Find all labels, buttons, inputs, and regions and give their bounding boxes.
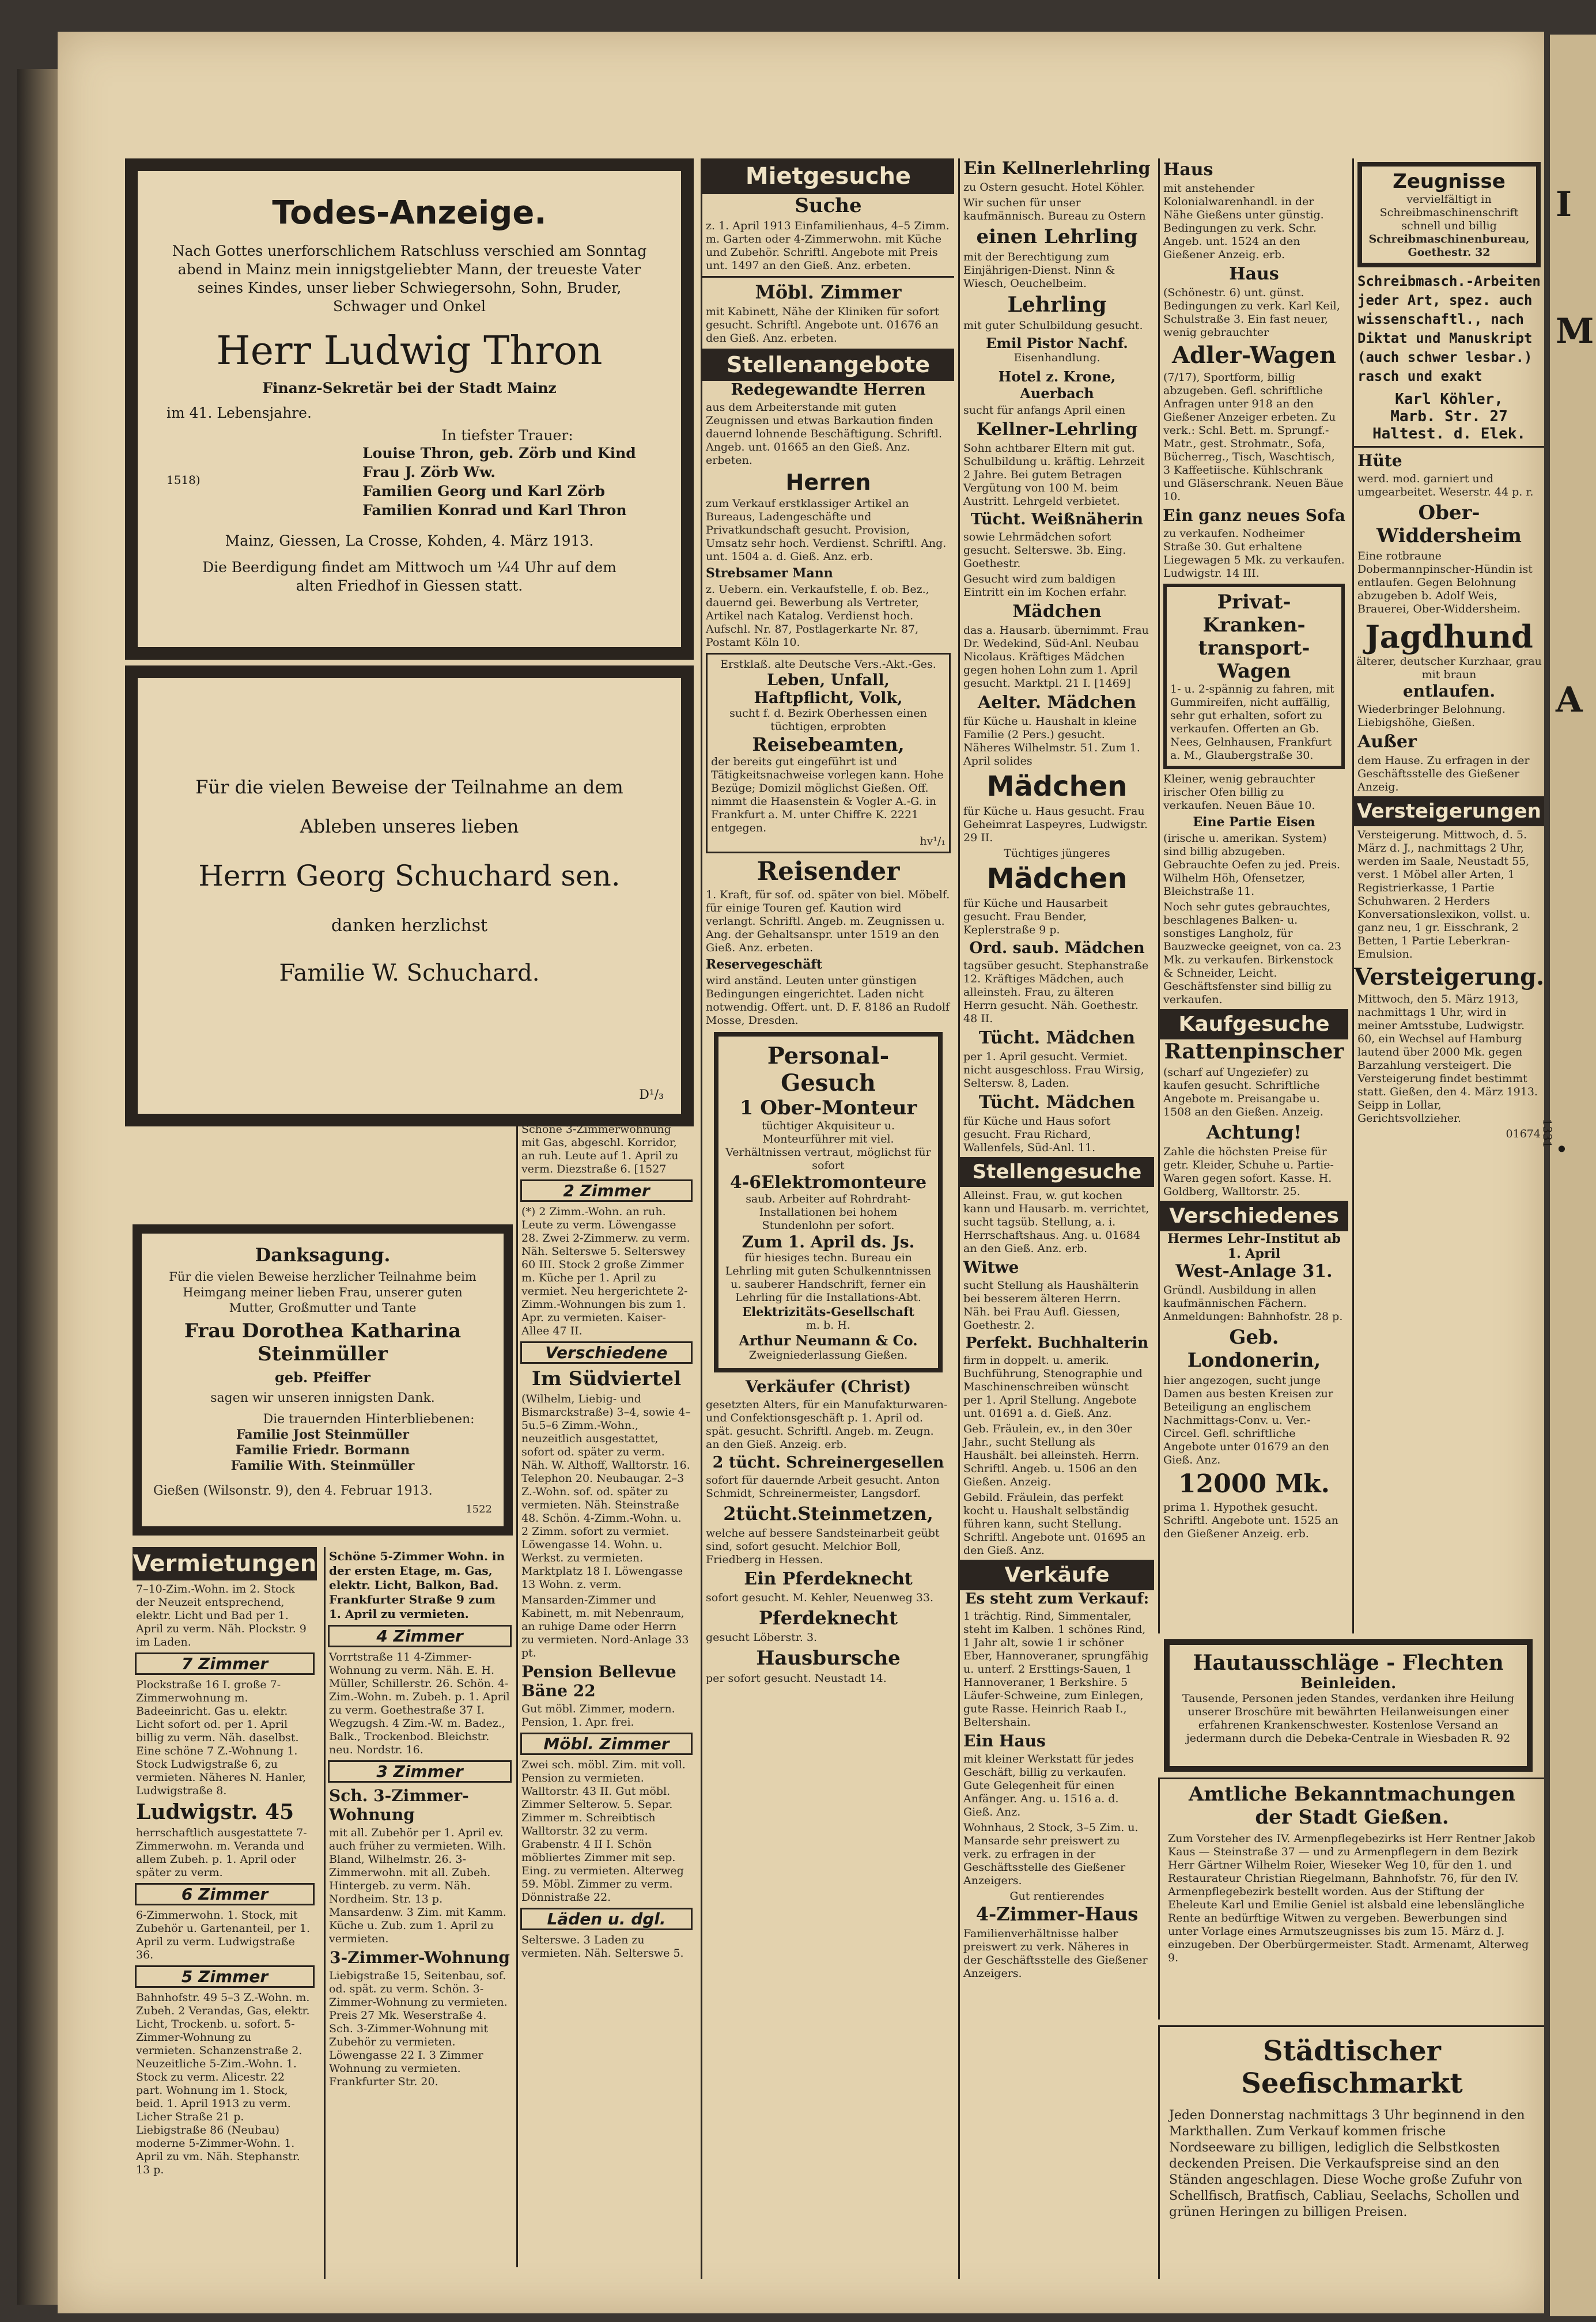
col-d-ads-12: per 1. April gesucht. Vermiet. nicht ausgeschloss. Frau Wirsig, Seltersw. 8, Laden. bbox=[963, 1050, 1144, 1090]
stellen-ads-10: gesucht Löberstr. 3. bbox=[706, 1631, 818, 1644]
stellen-ads-1: aus dem Arbeiterstande mit guten Zeugnissen und etwas Barkaution finden dauernd lohnende Beschäftigung. Schriftl. Angeb. unt. 01665 an den Gieß. Anz. erbeten. bbox=[706, 401, 943, 467]
label-2-zimmer-mid: 2 Zimmer bbox=[520, 1179, 693, 1202]
haut-title: Hautausschläge - Flechten bbox=[1193, 1651, 1504, 1675]
label-6-zimmer: 6 Zimmer bbox=[135, 1883, 315, 1905]
col-f-vers-1: Versteigerung. Mittwoch, d. 5. März d. J., nachmittags 2 Uhr, werden im Saale, Neustadt 55, verst. 1 Möbel aller Arten, 1 Registrierkasse, 1 Partie Schuhwaren. 2 Herders Konversationslexikon, vollst. u. ganz neu, 1 gr. Eisschrank, 2 Betten, 1 Partie Leberkran-Emulsion. bbox=[1357, 829, 1531, 960]
danksagung-thanks: sagen wir unseren innigsten Dank. bbox=[210, 1391, 435, 1405]
mietgesuche-moebl-ads: mit Kabinett, Nähe der Kliniken für sofort gesucht. Schriftl. Angebote unt. 01676 an den Gieß. Anz. erbeten. bbox=[706, 305, 939, 345]
schuchard-line3: danken herzlichst bbox=[331, 916, 488, 936]
danksagung-intro: Für die vielen Beweise herzlicher Teilnahme beim Heimgang meiner lieben Frau, unserer guten Mutter, Großmutter und Tante bbox=[169, 1270, 476, 1315]
verschiedenes-header: Verschiedenes bbox=[1160, 1201, 1348, 1231]
col-d-ads-2: mit der Berechtigung zum Einjährigen-Dienst. Ninn & Wiesch, Oeuchelbeim. bbox=[963, 251, 1115, 290]
col-d-ads-7: das a. Hausarb. übernimmt. Frau Dr. Wedekind, Süd-Anl. Neubau Nicolaus. Kräftiges Mädchen gegen hohen Lohn zum 1. April gesucht. Marktpl. 21 I. [1469] bbox=[963, 624, 1149, 690]
vermiet-710-ad: 7–10-Zim.-Wohn. im 2. Stock der Neuzeit entsprechend, elektr. Licht und Bad per 1. April zu verm. Näh. Plockstr. 9 im Laden. bbox=[136, 1583, 307, 1648]
pg-firm-2: m. b. H. bbox=[806, 1319, 850, 1332]
mietgesuche-suche-ads: z. 1. April 1913 Einfamilienhaus, 4–5 Zimm. m. Garten oder 4-Zimmerwohn. mit Küche und Zubehör. Schriftl. Angebote mit Preis unt. 1497 an den Gieß. Anz. erbeten. bbox=[706, 220, 950, 272]
col-d-ads-11: tagsüber gesucht. Stephanstraße 12. Kräftiges Mädchen, auch alleinsteh. Frau, zu älteren Herrn gesucht. Näh. Goethestr. 48 II. bbox=[963, 959, 1149, 1025]
heading-3-zimmer-wohnung: Sch. 3-Zimmer-Wohnung bbox=[329, 1786, 469, 1824]
heading-herren: Herren bbox=[785, 470, 871, 495]
mid-bellevue-ads: Gut möbl. Zimmer, modern. Pension, 1. Apr. frei. bbox=[521, 1703, 675, 1729]
heading-achtung: Achtung! bbox=[1206, 1121, 1302, 1143]
wohnungen-column bbox=[324, 1547, 514, 2279]
kranken-transport-box bbox=[1163, 584, 1345, 769]
heading-reisebeamten: Reisebeamten, bbox=[752, 733, 905, 755]
col-d-ads-16b: Geb. Fräulein, ev., in den 30er Jahr., sucht Stellung als Haushält. bei alleinsteh. Herrn. Schriftl. Angeb. u. 1506 an den Gießen. Anzeig. bbox=[963, 1423, 1140, 1488]
pg-title: Personal-Gesuch bbox=[767, 1042, 890, 1096]
pg-firm: Elektrizitäts-Gesellschaft bbox=[742, 1304, 914, 1319]
heading-jagdhund: Jagdhund bbox=[1365, 618, 1533, 655]
mid-top-text: Schöne 3-Zimmerwohnung mit Gas, abgeschl. Korridor, an ruh. Leute auf 1. April zu verm. Diezstraße 6. [1527 bbox=[521, 1123, 679, 1175]
danksagung-name: Frau Dorothea Katharina Steinmüller bbox=[184, 1319, 462, 1366]
col-e-ads-13: hier angezogen, sucht junge Damen aus besten Kreisen zur Beteiligung an englischem Nachmittags-Conv. u. Ver.-Circel. Gefl. schriftliche Angebote unter 01679 an den Gieß. Anz. bbox=[1163, 1374, 1333, 1466]
heading-rattenpinscher: Rattenpinscher bbox=[1164, 1039, 1344, 1064]
vermietungen-header: Vermietungen bbox=[133, 1547, 317, 1580]
box-line-2: Haftpflicht, Volk, bbox=[754, 689, 903, 707]
todes-place-date: Mainz, Giessen, La Crosse, Kohden, 4. März 1913. bbox=[225, 532, 594, 549]
col-e-ads-7: (irische u. amerikan. System) sind billig abzugeben. Gebrauchte Oefen zu jed. Preis. Wilhelm Höh, Ofensetzer, Bleichstraße 11. bbox=[1163, 832, 1341, 898]
vermiet-5-ads: Bahnhofstr. 49 5–3 Z.-Wohn. m. Zubeh. 2 Verandas, Gas, elektr. Licht, Trockenb. u. sofort. 5-Zimmer-Wohnung zu vermieten. Schanzenstraße 2. Neuzeitliche 5-Zim.-Wohn. 1. Stock zu verm. Alicestr. 22 part. Wohnung im 1. Stock, beid. 1. April 1913 zu verm. Licher Straße 21 p. Liebigstraße 86 (Neubau) moderne 5-Zimmer-Wohn. 1. April zu vm. Näh. Stephanstr. 13 p. bbox=[136, 1991, 310, 2176]
stellenangebote-header: Stellenangebote bbox=[702, 349, 954, 381]
heading-hotel-krone: Hotel z. Krone, Auerbach bbox=[998, 368, 1116, 402]
col-e-ads-12: Gründl. Ausbildung in allen kaufmännischen Fächern. Anmeldungen: Bahnhofstr. 28 p. bbox=[1163, 1284, 1343, 1323]
vermiet-ludwig-ads: herrschaftlich ausgestattete 7-Zimmerwohn. m. Veranda und allem Zubeh. p. 1. April oder später zu verm. bbox=[136, 1826, 307, 1879]
verkaeufe-header: Verkäufe bbox=[960, 1560, 1154, 1590]
heading-strebsamer: Strebsamer Mann bbox=[706, 566, 833, 581]
todes-age: im 41. Lebensjahre. bbox=[167, 404, 312, 421]
label-4-zimmer: 4 Zimmer bbox=[328, 1625, 512, 1647]
heading-bellevue: Pension Bellevue Bäne 22 bbox=[521, 1662, 676, 1700]
todes-burial: Die Beerdigung findet am Mittwoch um ¼4 Uhr auf dem alten Friedhof in Giessen statt. bbox=[202, 559, 617, 594]
heading-3-zimmer-wohnung-b: 3-Zimmer-Wohnung bbox=[330, 1948, 510, 1967]
pg-branch: Zweigniederlassung Gießen. bbox=[748, 1349, 908, 1362]
col-e-ads-3: (7/17), Sportform, billig abzugeben. Gefl. schriftliche Anfragen unter 918 an den Gießener Anzeiger erbeten. Zu verk.: Schl. Bett. m. Sprungf.-Matr., gest. Strohmatr., Sofa, Bücherreg., Tisch, Waschtisch, 3 Kaffeetiische. Kühlschrank und Gläserschrank. Neuen Bäue 10. bbox=[1163, 371, 1344, 503]
todes-mourner-4: Familien Konrad und Karl Thron bbox=[362, 502, 627, 519]
heading-haus-1: Haus bbox=[1163, 160, 1213, 180]
seefisch-title: Städtischer Seefischmarkt bbox=[1241, 2035, 1463, 2100]
danksagung-family-1: Familie Jost Steinmüller bbox=[236, 1427, 409, 1442]
heading-4-zimmer-haus: 4-Zimmer-Haus bbox=[975, 1903, 1139, 1925]
todes-name: Herr Ludwig Thron bbox=[216, 328, 603, 374]
heading-maedchen-1: Mädchen bbox=[1012, 602, 1102, 622]
schreib-title: Schreibmasch.-Arbeiten jeder Art, spez. auch wissenschaftl., nach Diktat und Manuskript (auch schwer lesbar.) rasch und exakt bbox=[1357, 273, 1541, 384]
pg-text-2: saub. Arbeiter auf Rohrdraht-Installationen bei hohem Stundenlohn per sofort. bbox=[746, 1193, 911, 1232]
label-verschiedene: Verschiedene bbox=[520, 1341, 693, 1364]
haut-sub: Beinleiden. bbox=[1300, 1675, 1397, 1692]
stellen-ads-7: sofort für dauernde Arbeit gesucht. Anton Schmidt, Schreinermeister, Langsdorf. bbox=[706, 1474, 940, 1500]
col-d-ads-1b: Wir suchen für unser kaufmännisch. Bureau zu Ostern bbox=[963, 196, 1146, 222]
col-f-ober-text: Eine rotbraune Dobermannpinscher-Hündin ist entlaufen. Gegen Belohnung abzugeben b. Adolf Weis, Brauerei, Ober-Widdersheim. bbox=[1357, 550, 1533, 615]
heading-steinmetzen: 2tücht.Steinmetzen, bbox=[723, 1503, 933, 1525]
verkaeufe-column bbox=[1158, 158, 1348, 1633]
stellen-ads-8: welche auf bessere Sandsteinarbeit geübt sind, sofort gesucht. Melchior Boll, Friedberg in Hessen. bbox=[706, 1527, 940, 1566]
heading-witwe: Witwe bbox=[963, 1258, 1019, 1277]
heading-ludwigstr-45: Ludwigstr. 45 bbox=[136, 1800, 294, 1824]
schuchard-anzeige bbox=[125, 665, 694, 1126]
schuchard-name: Herrn Georg Schuchard sen. bbox=[198, 859, 621, 893]
col-b-3-ads: mit all. Zubehör per 1. April ev. auch früher zu vermieten. Wilh. Bland, Wilhelmstr. 26. 3-Zimmerwohn. mit all. Zubeh. Hintergeb. zu verm. Näh. Nordheim. Str. 13 p. Mansardenw. 3 Zim. mit Kamm. Küche u. Zub. zum 1. April zu vermieten. bbox=[329, 1826, 506, 1945]
label-7-zimmer: 7 Zimmer bbox=[135, 1652, 315, 1675]
col-d-ads-9: für Küche u. Haus gesucht. Frau Geheimrat Laspeyres, Ludwigstr. 29 II. bbox=[963, 805, 1148, 844]
stellen-ads-11: per sofort gesucht. Neustadt 14. bbox=[706, 1672, 887, 1685]
pg-text: tüchtiger Akquisiteur u. Monteurführer mit viel. Verhältnissen vertraut, möglichst für sofort bbox=[725, 1120, 931, 1172]
mid-laden-ads: Selterswe. 3 Laden zu vermieten. Näh. Selterswe 5. bbox=[521, 1934, 684, 1960]
heading-ord-maedchen: Ord. saub. Mädchen bbox=[969, 939, 1145, 957]
heading-west-anlage: West-Anlage 31. bbox=[1175, 1261, 1333, 1281]
heading-verkaeufer: Verkäufer (Christ) bbox=[745, 1377, 912, 1396]
vermietungen-column bbox=[133, 1547, 317, 2279]
heading-gut-rentierendes: Gut rentierendes bbox=[1009, 1890, 1105, 1903]
col-d-ads-6b: Gesucht wird zum baldigen Eintritt ein im Kochen erfahr. bbox=[963, 573, 1127, 599]
heading-pferdeknecht-2: Pferdeknecht bbox=[758, 1607, 898, 1629]
vermiet-6-ads: 6-Zimmerwohn. 1. Stock, mit Zubehör u. Gartenanteil, per 1. April zu verm. Ludwigstraße 36. bbox=[136, 1909, 310, 1961]
seefischmarkt bbox=[1158, 2025, 1544, 2279]
schreib-stop: Haltest. d. Elek. bbox=[1372, 425, 1526, 443]
todes-mourner-2: Frau J. Zörb Ww. bbox=[362, 464, 496, 481]
heading-aelter-maedchen: Aelter. Mädchen bbox=[977, 693, 1137, 713]
zeugnisse-text: vervielfältigt in Schreibmaschinenschrift schnell und billig bbox=[1379, 193, 1519, 232]
newspaper-page bbox=[58, 32, 1555, 2313]
stellengesuche-header: Stellengesuche bbox=[960, 1157, 1154, 1187]
heading-reservegeschaeft: Reservegeschäft bbox=[706, 957, 823, 972]
box-code: hv¹/₁ bbox=[920, 835, 946, 848]
heading-suche: Suche bbox=[795, 194, 862, 217]
col-e-ads-2: (Schönestr. 6) unt. günst. Bedingungen zu verk. Karl Keil, Schulstraße 3. Ein fast neuer, wenig gebrauchter bbox=[1163, 286, 1340, 339]
heading-maedchen-2: Mädchen bbox=[986, 770, 1128, 803]
schreib-addr: Marb. Str. 27 bbox=[1390, 408, 1508, 425]
heading-maedchen-3: Mädchen bbox=[986, 863, 1128, 895]
heading-kranken-transport: Privat-Kranken-transport-Wagen bbox=[1198, 591, 1310, 683]
box-text-2: der bereits gut eingeführt ist und Tätigkeitsnachweise vorlegen kann. Hohe Bezüge; Domizil möglichst Gießen. Off. nimmt die Haasenstein & Vogler A.-G. in Frankfurt a. M. unter Chiffre K. 2221 entgegen. bbox=[711, 755, 944, 834]
danksagung bbox=[133, 1224, 513, 1536]
heading-huete: Hüte bbox=[1357, 451, 1402, 470]
heading-neues-sofa: Ein ganz neues Sofa bbox=[1163, 506, 1345, 525]
seefisch-text: Jeden Donnerstag nachmittags 3 Uhr beginnend in den Markthallen. Zum Verkauf kommen frische Nordseeware zu billigen, lediglich die Selbstkosten deckenden Preisen. Die Verkaufspreise sind an den Ständen angeschlagen. Diese Woche große Zufuhr von Schellfisch, Bratfisch, Cabliau, Seelachs, Schollen und grünen Heringen zu billigen Preisen. bbox=[1169, 2108, 1525, 2219]
box-text: sucht f. d. Bezirk Oberhessen einen tüchtigen, erprobten bbox=[729, 707, 927, 733]
col-d-ads-8: für Küche u. Haushalt in kleine Familie (2 Pers.) gesucht. Näheres Wilhelmstr. 51. Zum 1. April solides bbox=[963, 715, 1140, 767]
heading-weissnaeherin: Tücht. Weißnäherin bbox=[970, 510, 1144, 528]
schuchard-code: D¹/₃ bbox=[639, 1088, 664, 1102]
danksagung-date: Gießen (Wilsonstr. 9), den 4. Februar 1913. bbox=[153, 1484, 433, 1498]
schuchard-line2: Ableben unseres lieben bbox=[300, 815, 519, 837]
schuchard-family: Familie W. Schuchard. bbox=[279, 960, 540, 986]
col-e-ads-8: Noch sehr gutes gebrauchtes, beschlagenes Balken- u. sonstiges Langholz, für Bauzwecke geeignet, von ca. 23 Mk. zu verkaufen. Birkenstock & Schneider, Leicht. Geschäftsfenster sind billig zu verkaufen. bbox=[1163, 901, 1342, 1006]
col-e-ads-4: zu verkaufen. Nodheimer Straße 30. Gut erhaltene Liegewagen 5 Mk. zu verkaufen. Ludwigstr. 14 III. bbox=[1163, 527, 1345, 580]
dienstleistungen-column bbox=[1352, 158, 1544, 1633]
mid-moebl-ads: Zwei sch. möbl. Zim. mit voll. Pension zu vermieten. Walltorstr. 43 II. Gut möbl. Zimmer Selterow. 5. Separ. Zimmer m. Schreibtisch Walltorstr. 32 zu verm. Grabenstr. 4 II I. Schön möbliertes Zimmer mit sep. Eing. zu vermieten. Alterweg 59. Möbl. Zimmer zu verm. Dönnistraße 22. bbox=[521, 1758, 686, 1904]
zeugnisse-title: Zeugnisse bbox=[1393, 170, 1506, 193]
danksagung-lead: Die trauernden Hinterbliebenen: bbox=[263, 1412, 475, 1427]
todes-mourn-lead: In tiefster Trauer: bbox=[441, 427, 573, 444]
heading-12000-mk: 12000 Mk. bbox=[1178, 1469, 1330, 1499]
danksagung-title: Danksagung. bbox=[255, 1244, 391, 1266]
pg-elektromonteure: 4-6Elektromonteure bbox=[729, 1173, 927, 1193]
col-f-vers-code: 01674 bbox=[1506, 1128, 1541, 1140]
hautausschlaege-box bbox=[1164, 1639, 1533, 1772]
todes-anzeige bbox=[125, 158, 694, 660]
heading-reisender: Reisender bbox=[757, 857, 900, 886]
heading-tuecht-maedchen-1: Tücht. Mädchen bbox=[978, 1028, 1136, 1048]
book-spine bbox=[17, 69, 58, 2305]
pg-owner: Arthur Neumann & Co. bbox=[739, 1332, 918, 1349]
todes-role: Finanz-Sekretär bei der Stadt Mainz bbox=[262, 380, 557, 396]
col-d-ads-6: sowie Lehrmädchen sofort gesucht. Selterswe. 3b. Eing. Goethestr. bbox=[963, 531, 1126, 570]
pg-text-3: für hiesiges techn. Bureau ein Lehrling mit guten Schulkenntnissen u. sauberer Handschrift, ferner ein Lehrling für die Installations-Abt. bbox=[725, 1251, 932, 1304]
heading-redegewandte: Redegewandte Herren bbox=[731, 381, 926, 399]
col-e-ads-6: Kleiner, wenig gebrauchter irischer Ofen billig zu verkaufen. Neuen Bäue 10. bbox=[1163, 773, 1315, 812]
col-d-ads-5: Sohn achtbarer Eltern mit gut. Schulbildung u. kräftig. Lehrzeit 2 Jahre. Bei gutem Betragen Vergütung von 100 M. beim Austritt. Lehrgeld verbietet. bbox=[963, 442, 1145, 508]
heading-ein-haus: Ein Haus bbox=[963, 1731, 1046, 1750]
col-d-ads-18b: Wohnhaus, 2 Stock, 3–5 Zim. u. Mansarde sehr preiswert zu verk. zu erfragen in der Geschäftsstelle des Gießener Anzeigers. bbox=[963, 1821, 1139, 1887]
mid-2z-ads: (*) 2 Zimm.-Wohn. an ruh. Leute zu verm. Löwengasse 28. Zwei 2-Zimmerw. zu verm. Näh. Selterswe 5. Selterswey 60 III. Stock 2 große Zimmer m. Küche per 1. April zu vermiet. Neu hergerichtete 2-Zimm.-Wohnungen bis zum 1. Apr. zu vermieten. Kaiser-Allee 47 II. bbox=[521, 1205, 690, 1337]
col-d-ads-14: Alleinst. Frau, w. gut kochen kann und Hausarb. m. verrichtet, sucht tagsüb. Stellung, a. i. Herrschaftshaus. Ang. u. 01684 an den Gieß. Anz. erb. bbox=[963, 1189, 1149, 1255]
heading-lehrling: Lehrling bbox=[1007, 293, 1107, 317]
heading-londonerin: Geb. Londonerin, bbox=[1187, 1326, 1321, 1372]
versteigerungen-header: Versteigerungen bbox=[1354, 796, 1544, 826]
col-d-ads-13: für Küche und Haus sofort gesucht. Frau Richard, Wallenfels, Süd-Anl. 11. bbox=[963, 1115, 1111, 1154]
col-e-ads-9: (scharf auf Ungeziefer) zu kaufen gesucht. Schriftliche Angebote m. Preisangabe u. 1508 an den Gießen. Anzeig. bbox=[1163, 1066, 1323, 1118]
heading-ober-widdersheim: Ober-Widdersheim bbox=[1376, 501, 1522, 547]
box-line-1: Leben, Unfall, bbox=[767, 671, 890, 689]
col-d-ads-20: Familienverhältnisse halber preiswert zu verk. Näheres in der Geschäftsstelle des Gießener Anzeigers. bbox=[963, 1927, 1148, 1980]
maedchen-column bbox=[958, 158, 1154, 2279]
col-e-ads-1: mit anstehender Kolonialwarenhandl. in der Nähe Gießens unter günstig. Bedingungen zu verk. Schr. Angeb. unt. 1524 an den Gießener Anzeig. erb. bbox=[1163, 182, 1324, 261]
col-d-ads-15: sucht Stellung als Haushälterin bei besserem älteren Herrn. Näh. bei Frau Aufl. Giessen, Goethestr. 2. bbox=[963, 1279, 1139, 1332]
heading-kellner-lehrling: Kellner-Lehrling bbox=[976, 419, 1138, 440]
danksagung-family-2: Familie Friedr. Bormann bbox=[235, 1443, 410, 1458]
stellen-column bbox=[701, 158, 954, 2279]
col-d-ads-16: firm in doppelt. u. amerik. Buchführung, Stenographie und Maschinenschreiben wünscht per 1. April Stellung. Angebote unt. 01691 a. d. Gieß. Anz. bbox=[963, 1354, 1143, 1420]
label-3-zimmer: 3 Zimmer bbox=[328, 1760, 512, 1783]
kaufgesuche-header: Kaufgesuche bbox=[1160, 1009, 1348, 1039]
col-f-jagd-text-2: Wiederbringer Belohnung. Liebigshöhe, Gießen. bbox=[1357, 703, 1506, 729]
col-b-3b-ads: Liebigstraße 15, Seitenbau, sof. od. spät. zu verm. Schön. 3-Zimmer-Wohnung zu vermieten. Preis 27 Mk. Weserstraße 4. Sch. 3-Zimmer-Wohnung mit Zubehör zu vermieten. Löwengasse 22 I. 3 Zimmer Wohnung zu vermieten. Frankfurter Str. 20. bbox=[329, 1969, 508, 2088]
heading-suedviertel: Im Südviertel bbox=[531, 1367, 682, 1390]
col-f-jagd-text: älterer, deutscher Kurzhaar, grau mit braun bbox=[1356, 655, 1542, 681]
col-d-ads-16c: Gebild. Fräulein, das perfekt kocht u. Haushalt selbständig führen kann, sucht Stellung. Schriftl. Angebote unt. 01695 an den Gieß. Anz. bbox=[963, 1491, 1145, 1557]
col-f-vers-2: Mittwoch, den 5. März 1913, nachmittags 1 Uhr, wird in meiner Amtsstube, Ludwigstr. 60, ein Wechsel auf Hamburg lautend über 2000 Mk. gegen Barzahlung versteigert. Die Versteigerung findet bestimmt statt. Gießen, den 4. März 1913. Seipp in Lollar, Gerichtsvollzieher. bbox=[1357, 993, 1538, 1125]
heading-partie-eisen: Eine Partie Eisen bbox=[1193, 815, 1315, 830]
heading-einen-lehrling: einen Lehrling bbox=[976, 225, 1138, 248]
col-e-ads-10: Zahle die höchsten Preise für getr. Kleider, Schuhe u. Partie-Waren gegen sofort. Kasse. H. Goldberg, Walltorstr. 25. bbox=[1163, 1145, 1334, 1198]
heading-hausbursche: Hausbursche bbox=[756, 1647, 901, 1670]
heading-pferdeknecht-1: Ein Pferdeknecht bbox=[744, 1569, 913, 1589]
heading-haus-2: Haus bbox=[1229, 264, 1279, 284]
pg-april: Zum 1. April ds. Js. bbox=[742, 1232, 915, 1251]
col-b-top-heading: Schöne 5-Zimmer Wohn. in der ersten Etage, m. Gas, elektr. Licht, Balkon, Bad. Frankfurter Straße 9 zum 1. April zu vermieten. bbox=[329, 1549, 505, 1621]
box-head: Erstklaß. alte Deutsche Vers.-Akt.-Ges. bbox=[720, 658, 936, 671]
col-d-ads-3: mit guter Schulbildung gesucht. bbox=[963, 319, 1143, 332]
todes-code: 1518) bbox=[167, 473, 201, 487]
col-d-ads-10: für Küche und Hausarbeit gesucht. Frau Bender, Keplerstraße 9 p. bbox=[963, 897, 1108, 936]
danksagung-family-3: Familie With. Steinmüller bbox=[230, 1458, 415, 1473]
mid-column bbox=[516, 1121, 695, 2267]
heading-adler-wagen: Adler-Wagen bbox=[1172, 342, 1336, 369]
col-e-ads-14: prima 1. Hypothek gesucht. Schriftl. Angebote unt. 1525 an den Gießener Anzeig. erb. bbox=[1163, 1501, 1338, 1540]
haut-text: Tausende, Personen jeden Standes, verdanken ihre Heilung unserer Broschüre mit bewährten Heilanweisungen einer erfahrenen Krankenschwester. Kostenlose Versand an jedermann durch die Debeka-Centrale in Wiesbaden R. 92 bbox=[1182, 1692, 1515, 1745]
col-b-4-ads: Vorrtstraße 11 4-Zimmer-Wohnung zu verm. Näh. E. H. Müller, Schillerstr. 26. Schön. 4-Zim.-Wohn. m. Zubeh. p. 1. April zu verm. Goethestraße 37 I. Wegzugsh. 4 Zim.-W. m. Badez., Balk., Trockenbod. Bleichstr. neu. Nordstr. 16. bbox=[329, 1651, 510, 1756]
margin-code: 1331 bbox=[1540, 1118, 1555, 1148]
col-d-ads-1: zu Ostern gesucht. Hotel Köhler. bbox=[963, 181, 1145, 194]
col-d-ads-4: sucht für anfangs April einen bbox=[963, 404, 1126, 417]
todes-mourner-1: Louise Thron, geb. Zörb und Kind bbox=[362, 445, 636, 462]
col-d-ads-9b: Tüchtiges jüngeres bbox=[1004, 847, 1110, 860]
stellen-ads-6: gesetzten Alters, für ein Manufakturwaren- und Confektionsgeschäft p. 1. April od. spät. gesucht. Schriftl. Angeb. m. Zeugn. an den Gieß. Anzeig. erb. bbox=[706, 1398, 948, 1451]
col-f-jagd-lost: entlaufen. bbox=[1402, 682, 1496, 701]
stellen-ads-2: zum Verkauf erstklassiger Artikel an Bureaus, Ladengeschäfte und Privatkundschaft gesucht. Provision, Umsatz sehr hoch. Verdienst. Schriftl. Ang. unt. 1504 a. d. Gieß. Anz. erb. bbox=[706, 497, 947, 563]
mid-more-ads: Mansarden-Zimmer und Kabinett, m. mit Nebenraum, an ruhige Dame oder Herrn zu vermieten. Nord-Anlage 33 pt. bbox=[521, 1594, 689, 1659]
heading-ausser: Außer bbox=[1357, 732, 1417, 752]
col-d-firm-3b: Eisenhandlung. bbox=[1013, 351, 1100, 364]
heading-schreinergesellen: 2 tücht. Schreinergesellen bbox=[712, 1454, 944, 1472]
mietgesuche-header: Mietgesuche bbox=[702, 158, 954, 194]
col-e-ads-5: 1- u. 2-spännig zu fahren, mit Gummireifen, nicht auffällig, sehr gut erhalten, sofort zu verkaufen. Offerten an Gb. Nees, Gelnhausen, Frankfurt a. M., Glaubergstraße 30. bbox=[1170, 683, 1334, 762]
heading-kellnerlehrling: Ein Kellnerlehrling bbox=[963, 158, 1151, 179]
label-5-zimmer: 5 Zimmer bbox=[135, 1965, 315, 1988]
heading-tuecht-maedchen-2: Tücht. Mädchen bbox=[978, 1092, 1136, 1113]
todes-mourner-3: Familien Georg und Karl Zörb bbox=[362, 483, 606, 500]
pg-sub: 1 Ober-Monteur bbox=[739, 1096, 917, 1120]
amtliche-bekanntmachungen bbox=[1158, 1778, 1544, 2020]
amtl-text: Zum Vorsteher des IV. Armenpflegebezirks ist Herr Rentner Jakob Kaus — Steinstraße 37 — und zu Armenpflegern in dem Bezirk Herr Gärtner Wilhelm Roier, Wieseker Weg 10, für den 1. und Restaurateur Christian Riegelmann, Bahnhofstr. 76, für den IV. Armenpflegebezirk bestellt worden. Aus der Stiftung der Eheleute Karl und Emilie Geniel ist alsbald eine lebenslängliche Rente an bedürftige Witwen zu vergeben. Bewerbungen sind unter Vorlage eines Armutszeugnisses bis zum 15. März d. J. einzugeben. Der Oberbürgermeister. Stadt. Armenamt, Alterweg 9. bbox=[1168, 1832, 1536, 1964]
todes-title: Todes-Anzeige. bbox=[272, 194, 547, 232]
heading-verkauf: Es steht zum Verkauf: bbox=[965, 1590, 1149, 1608]
adjacent-page-edge: I M A · bbox=[1550, 35, 1596, 2316]
zeugnisse-firm: Schreibmaschinenbureau, Goethestr. 32 bbox=[1368, 233, 1530, 259]
versicherung-box bbox=[706, 653, 951, 853]
vermiet-7-ads: Plockstraße 16 I. große 7-Zimmerwohnung m. Badeeinricht. Gas u. elektr. Licht sofort od. per 1. April billig zu verm. Näh. daselbst. Eine schöne 7 Z.-Wohnung 1. Stock Ludwigstraße 6, zu vermieten. Näheres N. Hanler, Ludwigstraße 8. bbox=[136, 1678, 307, 1797]
stellen-ads-9: sofort gesucht. M. Kehler, Neuenweg 33. bbox=[706, 1591, 934, 1604]
danksagung-geb: geb. Pfeiffer bbox=[275, 1369, 370, 1386]
stellen-ads-3: z. Uebern. ein. Verkaufstelle, f. ob. Bez., dauernd gei. Bewerbung als Vertreter, Artikel nach Katalog. Verdienst hoch. Aufschl. Nr. 87, Postlagerkarte Nr. 87, Postamt Köln 10. bbox=[706, 583, 929, 649]
heading-moebl-zimmer: Möbl. Zimmer bbox=[755, 281, 902, 303]
personal-gesuch-box bbox=[714, 1032, 943, 1372]
amtl-title: Amtliche Bekanntmachungen der Stadt Gießen. bbox=[1189, 1783, 1515, 1829]
col-f-ausser-text: dem Hause. Zu erfragen in der Geschäftsstelle des Gießener Anzeig. bbox=[1357, 754, 1530, 793]
col-d-ads-17: 1 trächtig. Rind, Simmentaler, steht im Kalben. 1 schönes Rind, 1 Jahr alt, sowie 1 ir schöner Eber, Hannoveraner, sprungfähig u. unterf. 2 Ersttings-Sauen, 1 Hannoveraner, 1 Berkshire. 5 Läufer-Schweine, zum Einlegen, gute Rasse. Heinrich Raab I., Beltershain. bbox=[963, 1610, 1149, 1729]
schuchard-line1: Für die vielen Beweise der Teilnahme an dem bbox=[195, 776, 623, 798]
label-laeden: Läden u. dgl. bbox=[520, 1908, 693, 1930]
stellen-ads-4: 1. Kraft, für sof. od. später von biel. Möbelf. für einige Touren gef. Kaution wird verlangt. Schriftl. Angeb. m. Zeugnissen u. Ang. der Gehaltsanspr. unter 1519 an den Gieß. Anz. erbeten. bbox=[706, 888, 950, 954]
danksagung-code: 1522 bbox=[466, 1503, 492, 1515]
label-moebl-zimmer: Möbl. Zimmer bbox=[520, 1733, 693, 1755]
heading-buchhalterin: Perfekt. Buchhalterin bbox=[965, 1334, 1149, 1352]
col-d-ads-18: mit kleiner Werkstatt für jedes Geschäft, billig zu verkaufen. Gute Gelegenheit für einen Anfänger. Ang. u. 1516 a. d. Gieß. Anz. bbox=[963, 1753, 1134, 1818]
mid-sued-ads: (Wilhelm, Liebig- und Bismarckstraße) 3–4, sowie 4–5u.5–6 Zimm.-Wohn., neuzeitlich ausgestattet, sofort od. später zu verm. Näh. W. Althoff, Walltorstr. 16. Telephon 20. Neubaugar. 2–3 Z.-Wohn. sof. od. später zu vermieten. Näh. Steinstraße 48. Schön. 4-Zimm.-Wohn. u. 2 Zimm. sofort zu vermiet. Löwengasse 14. Wohn. u. Werkst. zu vermieten. Marktplatz 18 I. Löwengasse 13 Wohn. z. verm. bbox=[521, 1393, 691, 1591]
schreib-name: Karl Köhler, bbox=[1395, 391, 1503, 408]
heading-versteigerung: Versteigerung. bbox=[1354, 963, 1544, 990]
heading-hermes: Hermes Lehr-Institut ab 1. April bbox=[1167, 1231, 1341, 1261]
col-d-firm-3: Emil Pistor Nachf. bbox=[986, 335, 1128, 351]
stellen-ads-5: wird anständ. Leuten unter günstigen Bedingungen eingerichtet. Laden nicht notwendig. Offert. unt. D. F. 8186 an Rudolf Mosse, Dresden. bbox=[706, 974, 950, 1027]
col-f-huete-text: werd. mod. garniert und umgearbeitet. Weserstr. 44 p. r. bbox=[1357, 472, 1534, 498]
zeugnisse-box bbox=[1357, 162, 1541, 267]
todes-intro: Nach Gottes unerforschlichem Ratschluss verschied am Sonntag abend in Mainz mein innigstgeliebter Mann, der treueste Vater seines Kindes, unser lieber Schwiegersohn, Sohn, Bruder, Schwager und Onkel bbox=[172, 243, 647, 315]
